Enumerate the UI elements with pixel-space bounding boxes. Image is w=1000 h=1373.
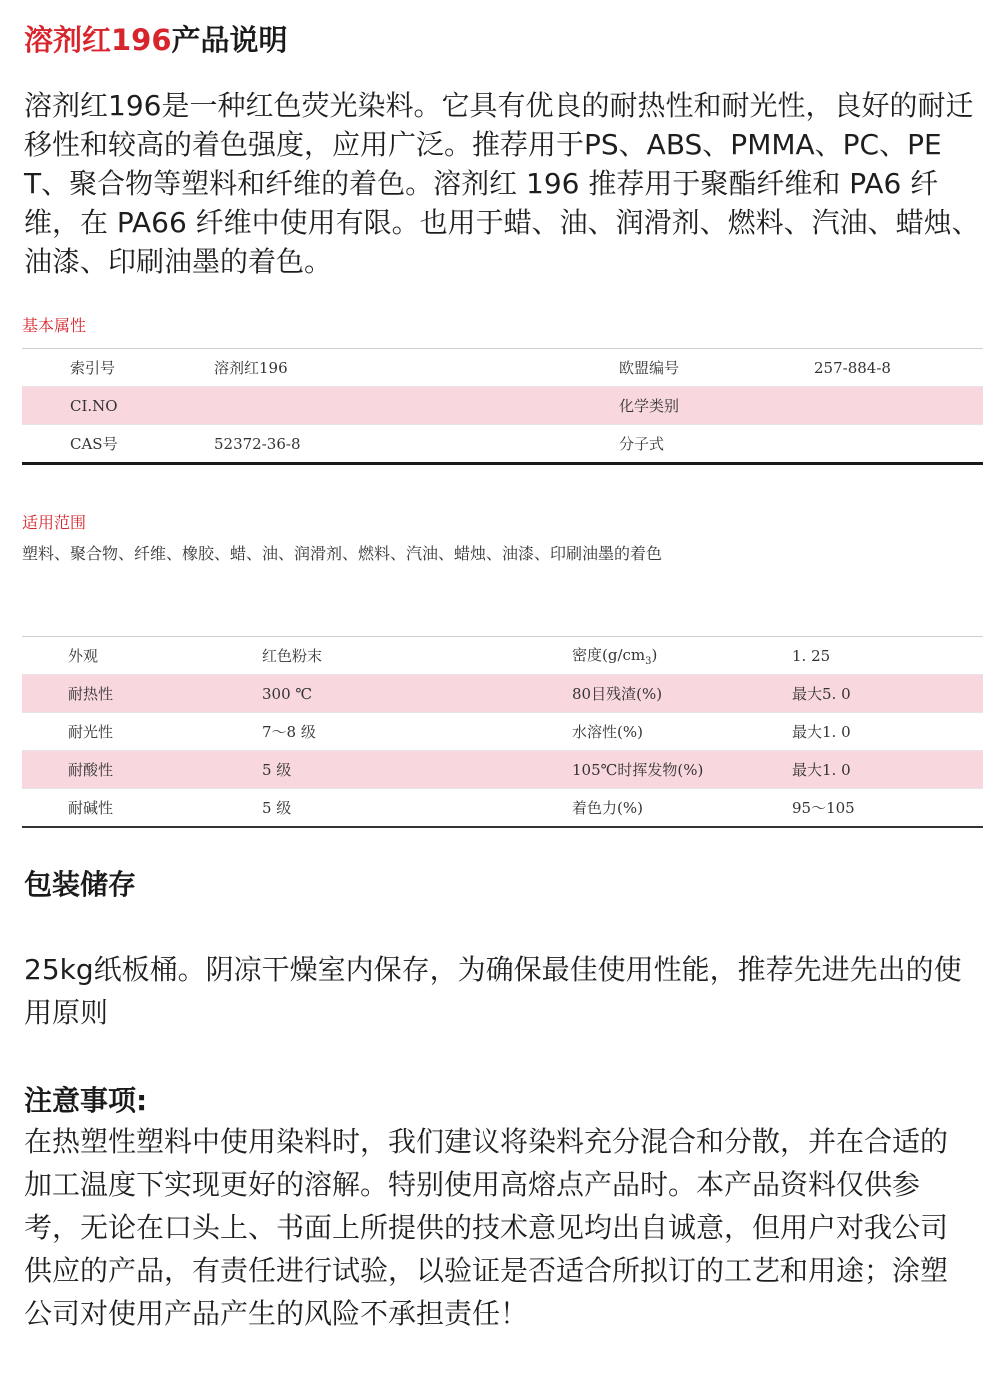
product-name: 溶剂红196 (24, 23, 172, 57)
notice-text: 在热塑性塑料中使用染料时，我们建议将染料充分混合和分散，并在合适的加工温度下实现更好的溶解。特别使用高熔点产品时。本产品资料仅供参考，无论在口头上、书面上所提供的技术意见均出自诚意，但用户对我公司供应的产品，有责任进行试验，以验证是否适合所拟订的工艺和用途；涂塑公司对使用产品产生的风险不承担责任！ (24, 1125, 949, 1330)
spec-value: 1. 25 (792, 637, 983, 675)
spec-key: 耐热性 (22, 675, 262, 713)
property-key: 索引号 (22, 349, 214, 387)
property-value: 溶剂红196 (214, 349, 619, 387)
intro-paragraph: 溶剂红196是一种红色荧光染料。它具有优良的耐热性和耐光性，良好的耐迁移性和较高的着色强度，应用广泛。推荐用于PS、ABS、PMMA、PC、PET、聚合物等塑料和纤维的着色。溶剂红 196 推荐用于聚酯纤维和 PA6 纤维，在 PA66 纤维中使用有限。也用于蜡、油、润滑剂、燃料、汽油、蜡烛、油漆、印刷油墨的着色。 (24, 89, 980, 278)
spec-value: 最大1. 0 (792, 713, 983, 751)
spec-key: 耐碱性 (22, 789, 262, 828)
title-suffix: 产品说明 (171, 23, 288, 57)
packaging-heading: 包装储存 (24, 868, 137, 901)
table-row (22, 713, 983, 751)
spec-value: 红色粉末 (262, 637, 572, 675)
spec-key: 耐酸性 (22, 751, 262, 789)
spec-value: 95～105 (792, 789, 983, 828)
spec-value: 最大1. 0 (792, 751, 983, 789)
spec-value: 5 级 (262, 789, 572, 828)
property-key: 化学类别 (619, 387, 814, 425)
spec-key: 105℃时挥发物(%) (572, 751, 792, 789)
spec-key-text: 密度(g/cm (572, 646, 646, 664)
property-key: 分子式 (619, 425, 814, 464)
spec-key-tail: ) (651, 646, 658, 664)
table-row (22, 387, 983, 425)
spec-value: 300 ℃ (262, 675, 572, 713)
basic-properties-label: 基本属性 (22, 316, 87, 335)
notice-heading: 注意事项: (24, 1084, 148, 1117)
property-value (814, 425, 983, 464)
table-row (22, 425, 983, 464)
spec-key: 着色力(%) (572, 789, 792, 828)
property-value: 52372-36-8 (214, 425, 619, 464)
property-key: CI.NO (22, 387, 214, 425)
property-key: 欧盟编号 (619, 349, 814, 387)
scope-text: 塑料、聚合物、纤维、橡胶、蜡、油、润滑剂、燃料、汽油、蜡烛、油漆、印刷油墨的着色 (22, 544, 663, 563)
spec-key: 耐光性 (22, 713, 262, 751)
basic-properties-table (22, 348, 983, 465)
spec-key: 水溶性(%) (572, 713, 792, 751)
spec-key (572, 637, 792, 675)
spec-value: 最大5. 0 (792, 675, 983, 713)
spec-key-subscript: 3 (645, 656, 652, 667)
table-row (22, 349, 983, 387)
spec-key: 80目残渣(%) (572, 675, 792, 713)
property-value: 257-884-8 (814, 349, 983, 387)
packaging-text: 25kg纸板桶。阴凉干燥室内保存，为确保最佳使用性能，推荐先进先出的使用原则 (24, 953, 962, 1029)
page-title (24, 18, 288, 59)
spec-value: 5 级 (262, 751, 572, 789)
spec-key: 外观 (22, 637, 262, 675)
property-value (814, 387, 983, 425)
specifications-table (22, 636, 983, 828)
table-row (22, 637, 983, 675)
property-value (214, 387, 619, 425)
table-row (22, 789, 983, 828)
scope-label: 适用范围 (22, 513, 87, 532)
property-key: CAS号 (22, 425, 214, 464)
table-row (22, 751, 983, 789)
table-row (22, 675, 983, 713)
spec-value: 7～8 级 (262, 713, 572, 751)
